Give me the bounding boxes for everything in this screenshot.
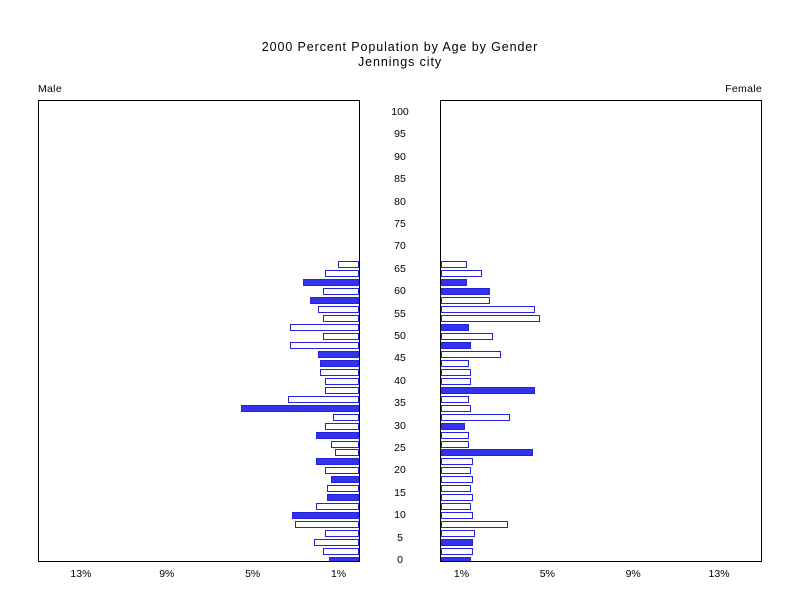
female-bar: [441, 297, 490, 304]
male-bar: [329, 557, 359, 562]
age-axis: [360, 100, 440, 566]
female-bar: [441, 369, 471, 376]
female-bar: [441, 512, 473, 519]
female-bar: [441, 441, 469, 448]
male-bar: [295, 521, 359, 528]
chart-title: 2000 Percent Population by Age by Gender: [261, 40, 539, 54]
male-bar: [292, 512, 359, 519]
male-bar: [290, 342, 359, 349]
female-bar: [441, 503, 471, 510]
age-tick-label: 50: [394, 330, 406, 342]
male-bar: [335, 449, 359, 456]
male-bar: [325, 378, 359, 385]
male-plot-area: [38, 100, 360, 562]
female-bar: [441, 414, 510, 421]
female-bar: [441, 288, 490, 295]
male-x-tick-label: 13%: [70, 568, 92, 580]
age-tick-label: 75: [394, 218, 406, 230]
male-bar: [323, 548, 359, 555]
male-bar: [316, 458, 359, 465]
male-bar: [318, 306, 359, 313]
female-bar: [441, 333, 493, 340]
male-bar: [316, 503, 359, 510]
female-bar: [441, 557, 471, 562]
female-bar: [441, 521, 508, 528]
female-bar: [441, 458, 473, 465]
female-bar: [441, 378, 471, 385]
male-bar: [325, 387, 359, 394]
female-bar: [441, 405, 471, 412]
age-tick-label: 70: [394, 240, 406, 253]
male-panel-label: Male: [38, 83, 62, 95]
male-x-tick-label: 5%: [245, 568, 261, 580]
age-tick-label: 95: [394, 128, 406, 141]
female-bar: [441, 423, 465, 430]
male-bar: [325, 423, 359, 430]
female-bar: [441, 270, 482, 277]
female-x-tick-label: 9%: [625, 568, 641, 580]
age-tick-label: 65: [394, 262, 406, 275]
male-bar: [325, 467, 359, 474]
male-bar: [288, 396, 359, 403]
male-bar: [320, 369, 359, 376]
chart-title-block: [0, 40, 800, 70]
female-bar: [441, 485, 471, 492]
male-x-tick-label: 9%: [159, 568, 175, 580]
male-bar: [325, 270, 359, 277]
male-bar: [316, 432, 359, 439]
male-bar: [323, 288, 359, 295]
male-bar: [323, 315, 359, 322]
age-tick-label: 90: [394, 150, 406, 163]
age-tick-label: 80: [394, 195, 406, 208]
male-bar: [338, 261, 359, 268]
male-bar: [314, 539, 359, 546]
female-bar: [441, 351, 501, 358]
female-bar: [441, 432, 469, 439]
female-bar: [441, 476, 473, 483]
age-tick-label: 25: [394, 442, 406, 454]
age-tick-label: 15: [394, 486, 406, 499]
female-bar: [441, 530, 475, 537]
male-bar: [331, 476, 359, 483]
female-bar: [441, 467, 471, 474]
female-bar: [441, 387, 535, 394]
age-tick-label: 35: [394, 397, 406, 410]
female-bar: [441, 261, 467, 268]
age-tick-label: 30: [394, 419, 406, 432]
male-bar: [323, 333, 359, 340]
male-bar: [303, 279, 359, 286]
age-tick-label: 60: [394, 285, 406, 298]
male-bar: [331, 441, 359, 448]
female-plot-area: [440, 100, 762, 562]
male-bar: [290, 324, 359, 331]
female-bar: [441, 539, 473, 546]
age-tick-label: 100: [391, 106, 409, 118]
age-tick-label: 85: [394, 173, 406, 186]
female-bar: [441, 306, 535, 313]
male-bar: [333, 414, 359, 421]
age-tick-label: 40: [394, 374, 406, 387]
male-bar: [325, 530, 359, 537]
female-bar: [441, 360, 469, 367]
female-bar: [441, 315, 540, 322]
female-bar: [441, 494, 473, 501]
female-x-tick-label: 1%: [453, 568, 470, 580]
male-bar: [318, 351, 359, 358]
male-x-tick-label: 1%: [330, 568, 347, 580]
female-bar: [441, 548, 473, 555]
age-tick-label: 20: [394, 464, 406, 477]
age-tick-label: 55: [394, 307, 406, 320]
female-bar: [441, 449, 533, 456]
female-bar: [441, 342, 471, 349]
male-bar: [320, 360, 359, 367]
age-tick-label: 5: [397, 531, 403, 544]
male-bar: [327, 494, 359, 501]
female-bar: [441, 279, 467, 286]
female-bar: [441, 324, 469, 331]
female-bar: [441, 396, 469, 403]
male-bar: [327, 485, 359, 492]
male-bar: [241, 405, 359, 412]
female-x-tick-label: 13%: [708, 568, 730, 580]
age-tick-label: 45: [394, 352, 406, 365]
age-tick-label: 10: [394, 509, 406, 522]
age-tick-label: 0: [397, 554, 403, 566]
female-x-tick-label: 5%: [539, 568, 555, 580]
male-bar: [310, 297, 359, 304]
chart-subtitle: Jennings city: [358, 55, 442, 69]
female-panel-label: Female: [725, 83, 762, 95]
